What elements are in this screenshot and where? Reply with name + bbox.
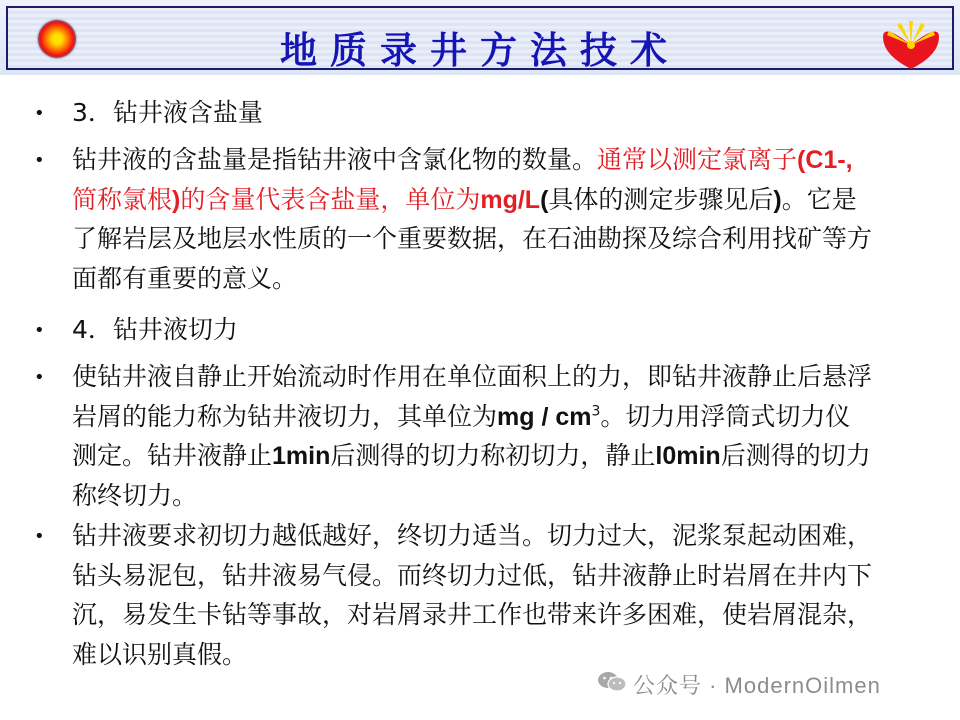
text-segment: ( (540, 185, 549, 214)
highlighted-text: 通常以测定氯离子 (597, 145, 798, 174)
paragraph-line (72, 479, 197, 513)
text-segment: 具体的测定步骤见后 (548, 184, 774, 214)
text-segment: 称终切力。 (72, 480, 198, 510)
highlighted-text: (C1-, (797, 146, 853, 174)
paragraph-line (72, 519, 872, 553)
highlighted-text: ) (172, 185, 181, 214)
watermark (597, 668, 937, 698)
bullet-marker: • (34, 320, 45, 341)
text-segment: ) (773, 185, 782, 214)
paragraph-line (72, 360, 872, 394)
paragraph-line (72, 400, 850, 434)
text-segment: 沉，易发生卡钻等事故，对岩屑录井工作也带来许多困难，使岩屑混杂， (72, 600, 873, 629)
text-segment: l0min (655, 442, 721, 470)
text-segment: 。切力用浮筒式切力仪 (600, 401, 851, 431)
highlighted-text: 简称氯根 (72, 184, 173, 214)
bullet-marker: • (34, 526, 45, 547)
text-segment: 1min (272, 442, 331, 470)
paragraph-line (72, 559, 872, 593)
paragraph-line (72, 183, 857, 217)
paragraph-line (72, 143, 853, 177)
paragraph-line (72, 262, 297, 296)
wechat-icon (597, 670, 627, 694)
slide-title: 地质录井方法技术 (280, 29, 680, 72)
paragraph-line (72, 439, 871, 473)
highlighted-text: 的含量代表含盐量，单位为 (180, 184, 481, 214)
text-segment: 钻井液要求初切力越低越好，终切力适当。切力过大，泥浆泵起动困难， (72, 521, 873, 550)
bullet-marker: • (34, 367, 45, 388)
text-segment: 面都有重要的意义。 (72, 263, 298, 293)
text-segment: 后测得的切力 (720, 441, 871, 470)
text-segment: 测定。钻井液静止 (72, 441, 273, 470)
text-segment: mg / cm (497, 402, 592, 431)
paragraph-line (72, 638, 247, 672)
text-segment: 使钻井液自静止开始流动时作用在单位面积上的力，即钻井液静止后悬浮 (72, 362, 873, 391)
highlighted-text: mg/L (480, 185, 541, 214)
paragraph-line (72, 598, 872, 632)
text-segment: 岩屑的能力称为钻井液切力，其单位为 (72, 401, 498, 431)
paragraph-line (72, 222, 872, 256)
text-segment: 3．钻井液含盐量 (72, 98, 263, 127)
text-segment: 。它是 (781, 184, 857, 214)
text-segment: 钻头易泥包，钻井液易气侵。而终切力过低，钻井液静止时岩屑在井内下 (72, 560, 873, 590)
text-segment: 3 (591, 403, 601, 420)
text-segment: 难以识别真假。 (72, 639, 248, 669)
text-segment: 后测得的切力称初切力，静止 (330, 441, 656, 470)
watermark-text: 公众号 · ModernOilmen (633, 673, 881, 698)
text-segment: 了解岩层及地层水性质的一个重要数据，在石油勘探及综合利用找矿等方 (72, 224, 873, 253)
bullet-marker: • (34, 103, 45, 124)
bullet-marker: • (34, 150, 45, 171)
paragraph-line (72, 96, 263, 130)
text-segment: 钻井液的含盐量是指钻井液中含氯化物的数量。 (72, 145, 598, 174)
text-segment: 4．钻井液切力 (72, 315, 238, 344)
paragraph-line (72, 313, 238, 347)
